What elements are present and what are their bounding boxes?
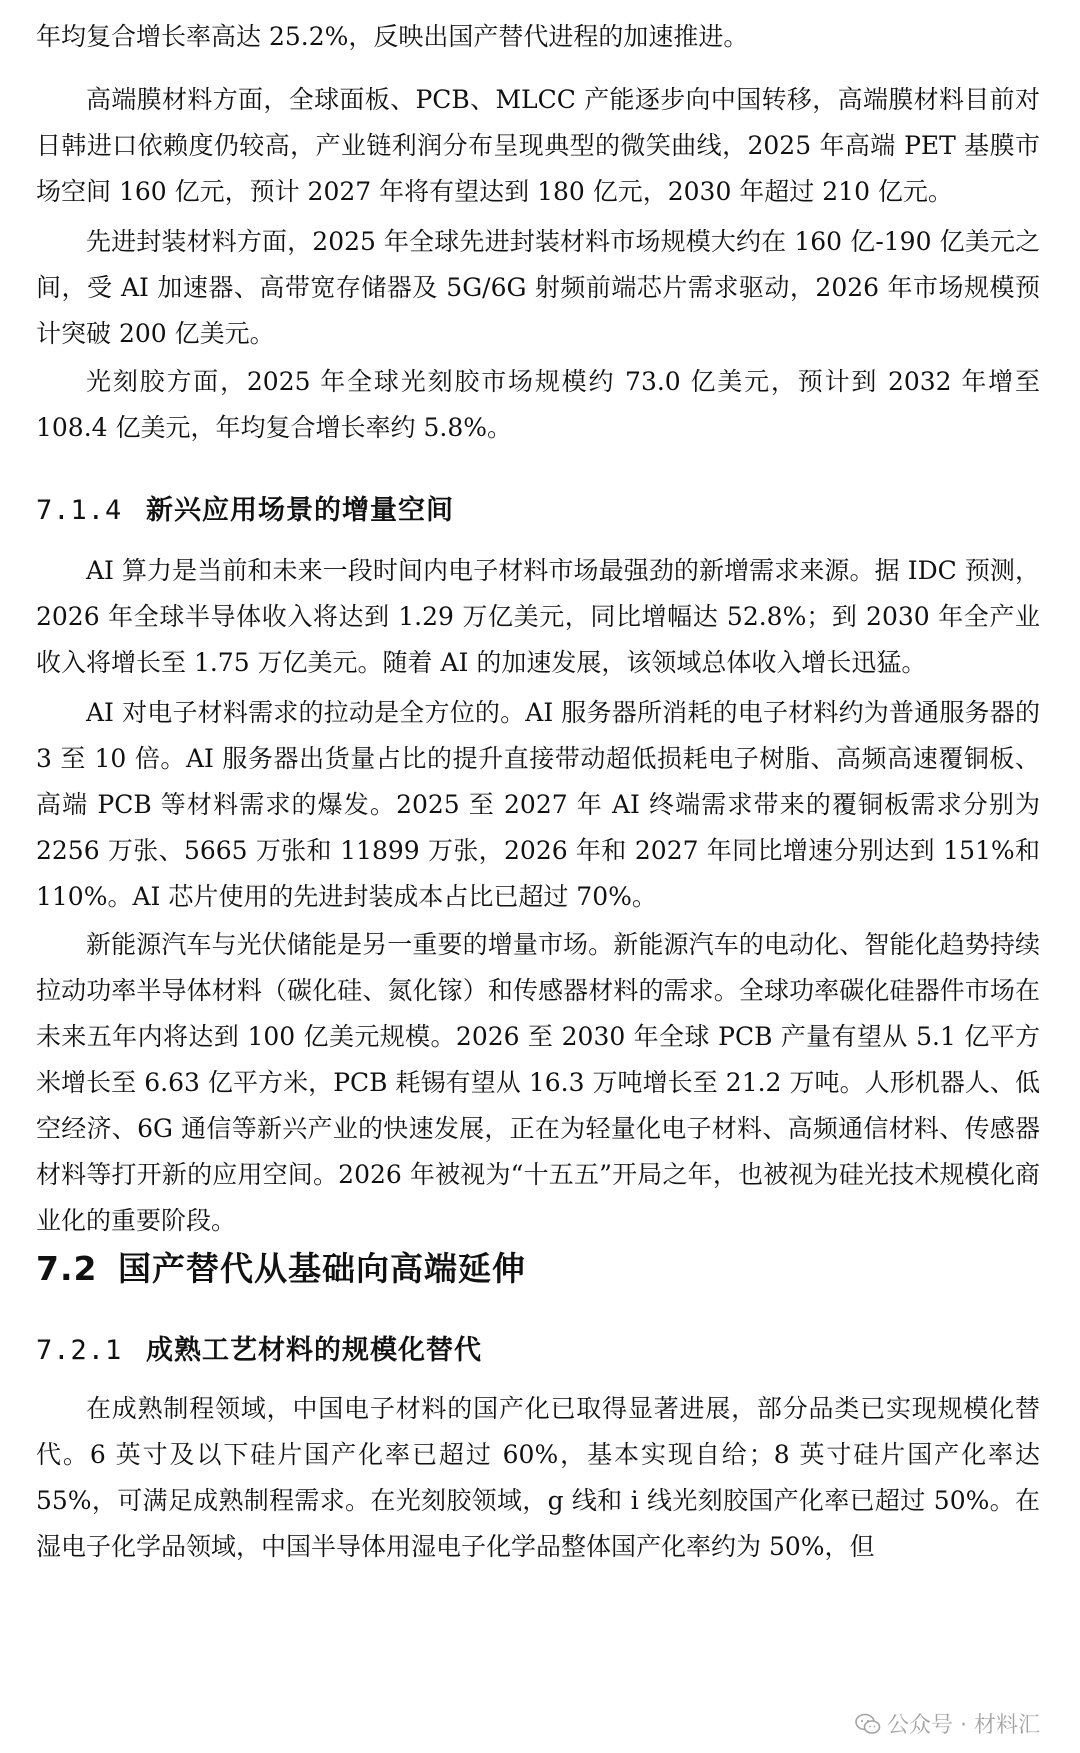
paragraph: 高端膜材料方面，全球面板、PCB、MLCC 产能逐步向中国转移，高端膜材料目前对日韩进口依赖度仍较高，产业链利润分布呈现典型的微笑曲线，2025 年高端 PET 基膜市场空间 160 亿元，预计 2027 年将有望达到 180 亿元，2030 年超过 210 亿元。: [36, 85, 1040, 206]
section-title: 成熟工艺材料的规模化替代: [146, 1335, 482, 1366]
section-title: 新兴应用场景的增量空间: [146, 495, 454, 526]
section-number: 7.1.4: [36, 495, 123, 526]
section-heading-7-2: [36, 1243, 1040, 1295]
paragraph: 年均复合增长率高达 25.2%，反映出国产替代进程的加速推进。: [36, 22, 749, 51]
paragraph: 光刻胶方面，2025 年全球光刻胶市场规模约 73.0 亿美元，预计到 2032 年增至 108.4 亿美元，年均复合增长率约 5.8%。: [36, 367, 1040, 442]
wechat-icon: [855, 1713, 881, 1735]
section-number: 7.2.1: [36, 1335, 123, 1366]
section-title: 国产替代从基础向高端延伸: [118, 1249, 526, 1288]
section-heading-7-2-1: [36, 1328, 1040, 1374]
paragraph: 先进封装材料方面，2025 年全球先进封装材料市场规模大约在 160 亿-190 亿美元之间，受 AI 加速器、高带宽存储器及 5G/6G 射频前端芯片需求驱动，2026 年市场规模预计突破 200 亿美元。: [36, 227, 1040, 348]
watermark-text: 公众号 · 材料汇: [887, 1713, 1040, 1738]
paragraph: 新能源汽车与光伏储能是另一重要的增量市场。新能源汽车的电动化、智能化趋势持续拉动功率半导体材料（碳化硅、氮化镓）和传感器材料的需求。全球功率碳化硅器件市场在未来五年内将达到 100 亿美元规模。2026 至 2030 年全球 PCB 产量有望从 5.1 亿平方米增长至 6.63 亿平方米，PCB 耗锡有望从 16.3 万吨增长至 21.2 万吨。人形机器人、低空经济、6G 通信等新兴产业的快速发展，正在为轻量化电子材料、高频通信材料、传感器材料等打开新的应用空间。2026 年被视为“十五五”开局之年，也被视为硅光技术规模化商业化的重要阶段。: [36, 930, 1040, 1235]
section-heading-7-1-4: [36, 488, 1040, 534]
section-number: 7.2: [36, 1249, 98, 1288]
paragraph: AI 对电子材料需求的拉动是全方位的。AI 服务器所消耗的电子材料约为普通服务器的 3 至 10 倍。AI 服务器出货量占比的提升直接带动超低损耗电子树脂、高频高速覆铜板、高端 PCB 等材料需求的爆发。2025 至 2027 年 AI 终端需求带来的覆铜板需求分别为 2256 万张、5665 万张和 11899 万张，2026 年和 2027 年同比增速分别达到 151%和 110%。AI 芯片使用的先进封装成本占比已超过 70%。: [36, 698, 1040, 911]
paragraph: 在成熟制程领域，中国电子材料的国产化已取得显著进展，部分品类已实现规模化替代。6 英寸及以下硅片国产化率已超过 60%，基本实现自给；8 英寸硅片国产化率达 55%，可满足成熟制程需求。在光刻胶领域，g 线和 i 线光刻胶国产化率已超过 50%。在湿电子化学品领域，中国半导体用湿电子化学品整体国产化率约为 50%，但: [36, 1394, 1040, 1561]
watermark: [855, 1708, 1040, 1739]
paragraph: AI 算力是当前和未来一段时间内电子材料市场最强劲的新增需求来源。据 IDC 预测，2026 年全球半导体收入将达到 1.29 万亿美元，同比增幅达 52.8%；到 2030 年全产业收入将增长至 1.75 万亿美元。随着 AI 的加速发展，该领域总体收入增长迅猛。: [36, 556, 1040, 677]
